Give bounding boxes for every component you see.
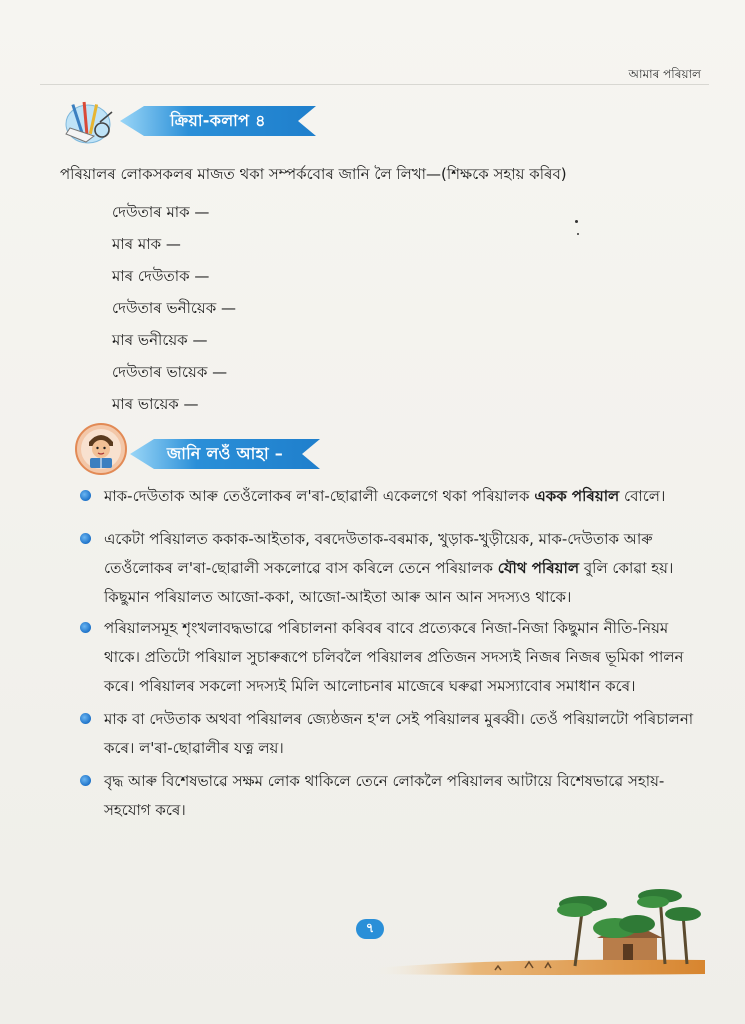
page-number: ৭ [356,919,384,939]
list-item: মাৰ দেউতাক — [112,267,210,285]
list-item: মাৰ মাক — [112,235,181,253]
running-header: আমাৰ পৰিয়াল [628,67,701,81]
activity-banner-label: ক্ৰিয়া-কলাপ ৪ [170,111,266,130]
fact-bold-term: যৌথ পৰিয়াল [497,559,580,577]
fact-text: বুলি কোৱা হয়। কিছুমান পৰিয়ালত আজো-ককা, আজো-আইতা আৰু আন আন সদস্যও থাকে। [104,559,674,606]
village-scenery-illustration [375,884,705,988]
fact-text: বৃদ্ধ আৰু বিশেষভাৱে সক্ষম লোক থাকিলে তেনে লোকলৈ পৰিয়ালৰ আটায়ে বিশেষভাৱে সহায়-সহযোগ কৰে। [104,772,665,819]
bullet-icon [80,713,91,724]
header-rule [40,84,709,85]
bullet-icon [80,775,91,786]
bullet-icon [80,533,91,544]
list-item: মাৰ ভায়েক — [112,395,199,413]
activity-prompt: পৰিয়ালৰ লোকসকলৰ মাজত থকা সম্পৰ্কবোৰ জানি লৈ লিখা—(শিক্ষকে সহায় কৰিব) [60,165,567,183]
speck [577,233,579,235]
know-more-banner-label: জানি লওঁ আহা – [166,444,284,463]
list-item [78,482,698,511]
fact-text: একেটা পৰিয়ালত ককাক-আইতাক, বৰদেউতাক-বৰমাক, খুড়াক-খুড়ীয়েক, মাক-দেউতাক আৰু তেওঁলোকৰ ল'ৰা-ছোৱালী সকলোৱে বাস কৰিলে তেনে পৰিয়ালক [104,530,653,577]
list-item [78,525,698,612]
list-item: দেউতাৰ মাক — [112,203,210,221]
fact-text: মাক বা দেউতাক অথবা পৰিয়ালৰ জ্যেষ্ঠজন হ'ল সেই পৰিয়ালৰ মুৰব্বী। তেওঁ পৰিয়ালটো পৰিচালনা কৰে। ল'ৰা-ছোৱালীৰ যত্ন লয়। [104,710,694,757]
fact-text: বোলে। [619,487,666,505]
bullet-icon [80,490,91,501]
reading-child-icon [74,422,128,480]
stationery-icon [64,98,116,150]
bullet-icon [80,622,91,633]
relation-list [112,196,236,420]
list-item [78,767,698,825]
activity-banner [120,104,316,138]
know-more-banner [130,437,320,471]
fact-list [78,482,698,825]
list-item [78,705,698,763]
list-item [78,614,698,701]
fact-bold-term: একক পৰিয়াল [534,487,620,505]
fact-text: পৰিয়ালসমূহ শৃংখলাবদ্ধভাৱে পৰিচালনা কৰিবৰ বাবে প্ৰত্যেকৰে নিজা-নিজা কিছুমান নীতি-নিয়ম থাকে। প্ৰতিটো পৰিয়াল সুচাৰুৰূপে চলিবলৈ পৰিয়ালৰ প্ৰতিজন সদস্যই নিজৰ নিজৰ ভূমিকা পালন কৰে। পৰিয়ালৰ সকলো সদস্যই মিলি আলোচনাৰ মাজেৰে ঘৰুৱা সমস্যাবোৰ সমাধান কৰে। [104,619,684,695]
speck [575,220,578,223]
list-item: দেউতাৰ ভায়েক — [112,363,228,381]
list-item: মাৰ ভনীয়েক — [112,331,208,349]
list-item: দেউতাৰ ভনীয়েক — [112,299,237,317]
fact-text: মাক-দেউতাক আৰু তেওঁলোকৰ ল'ৰা-ছোৱালী একেলগে থকা পৰিয়ালক [104,487,535,505]
